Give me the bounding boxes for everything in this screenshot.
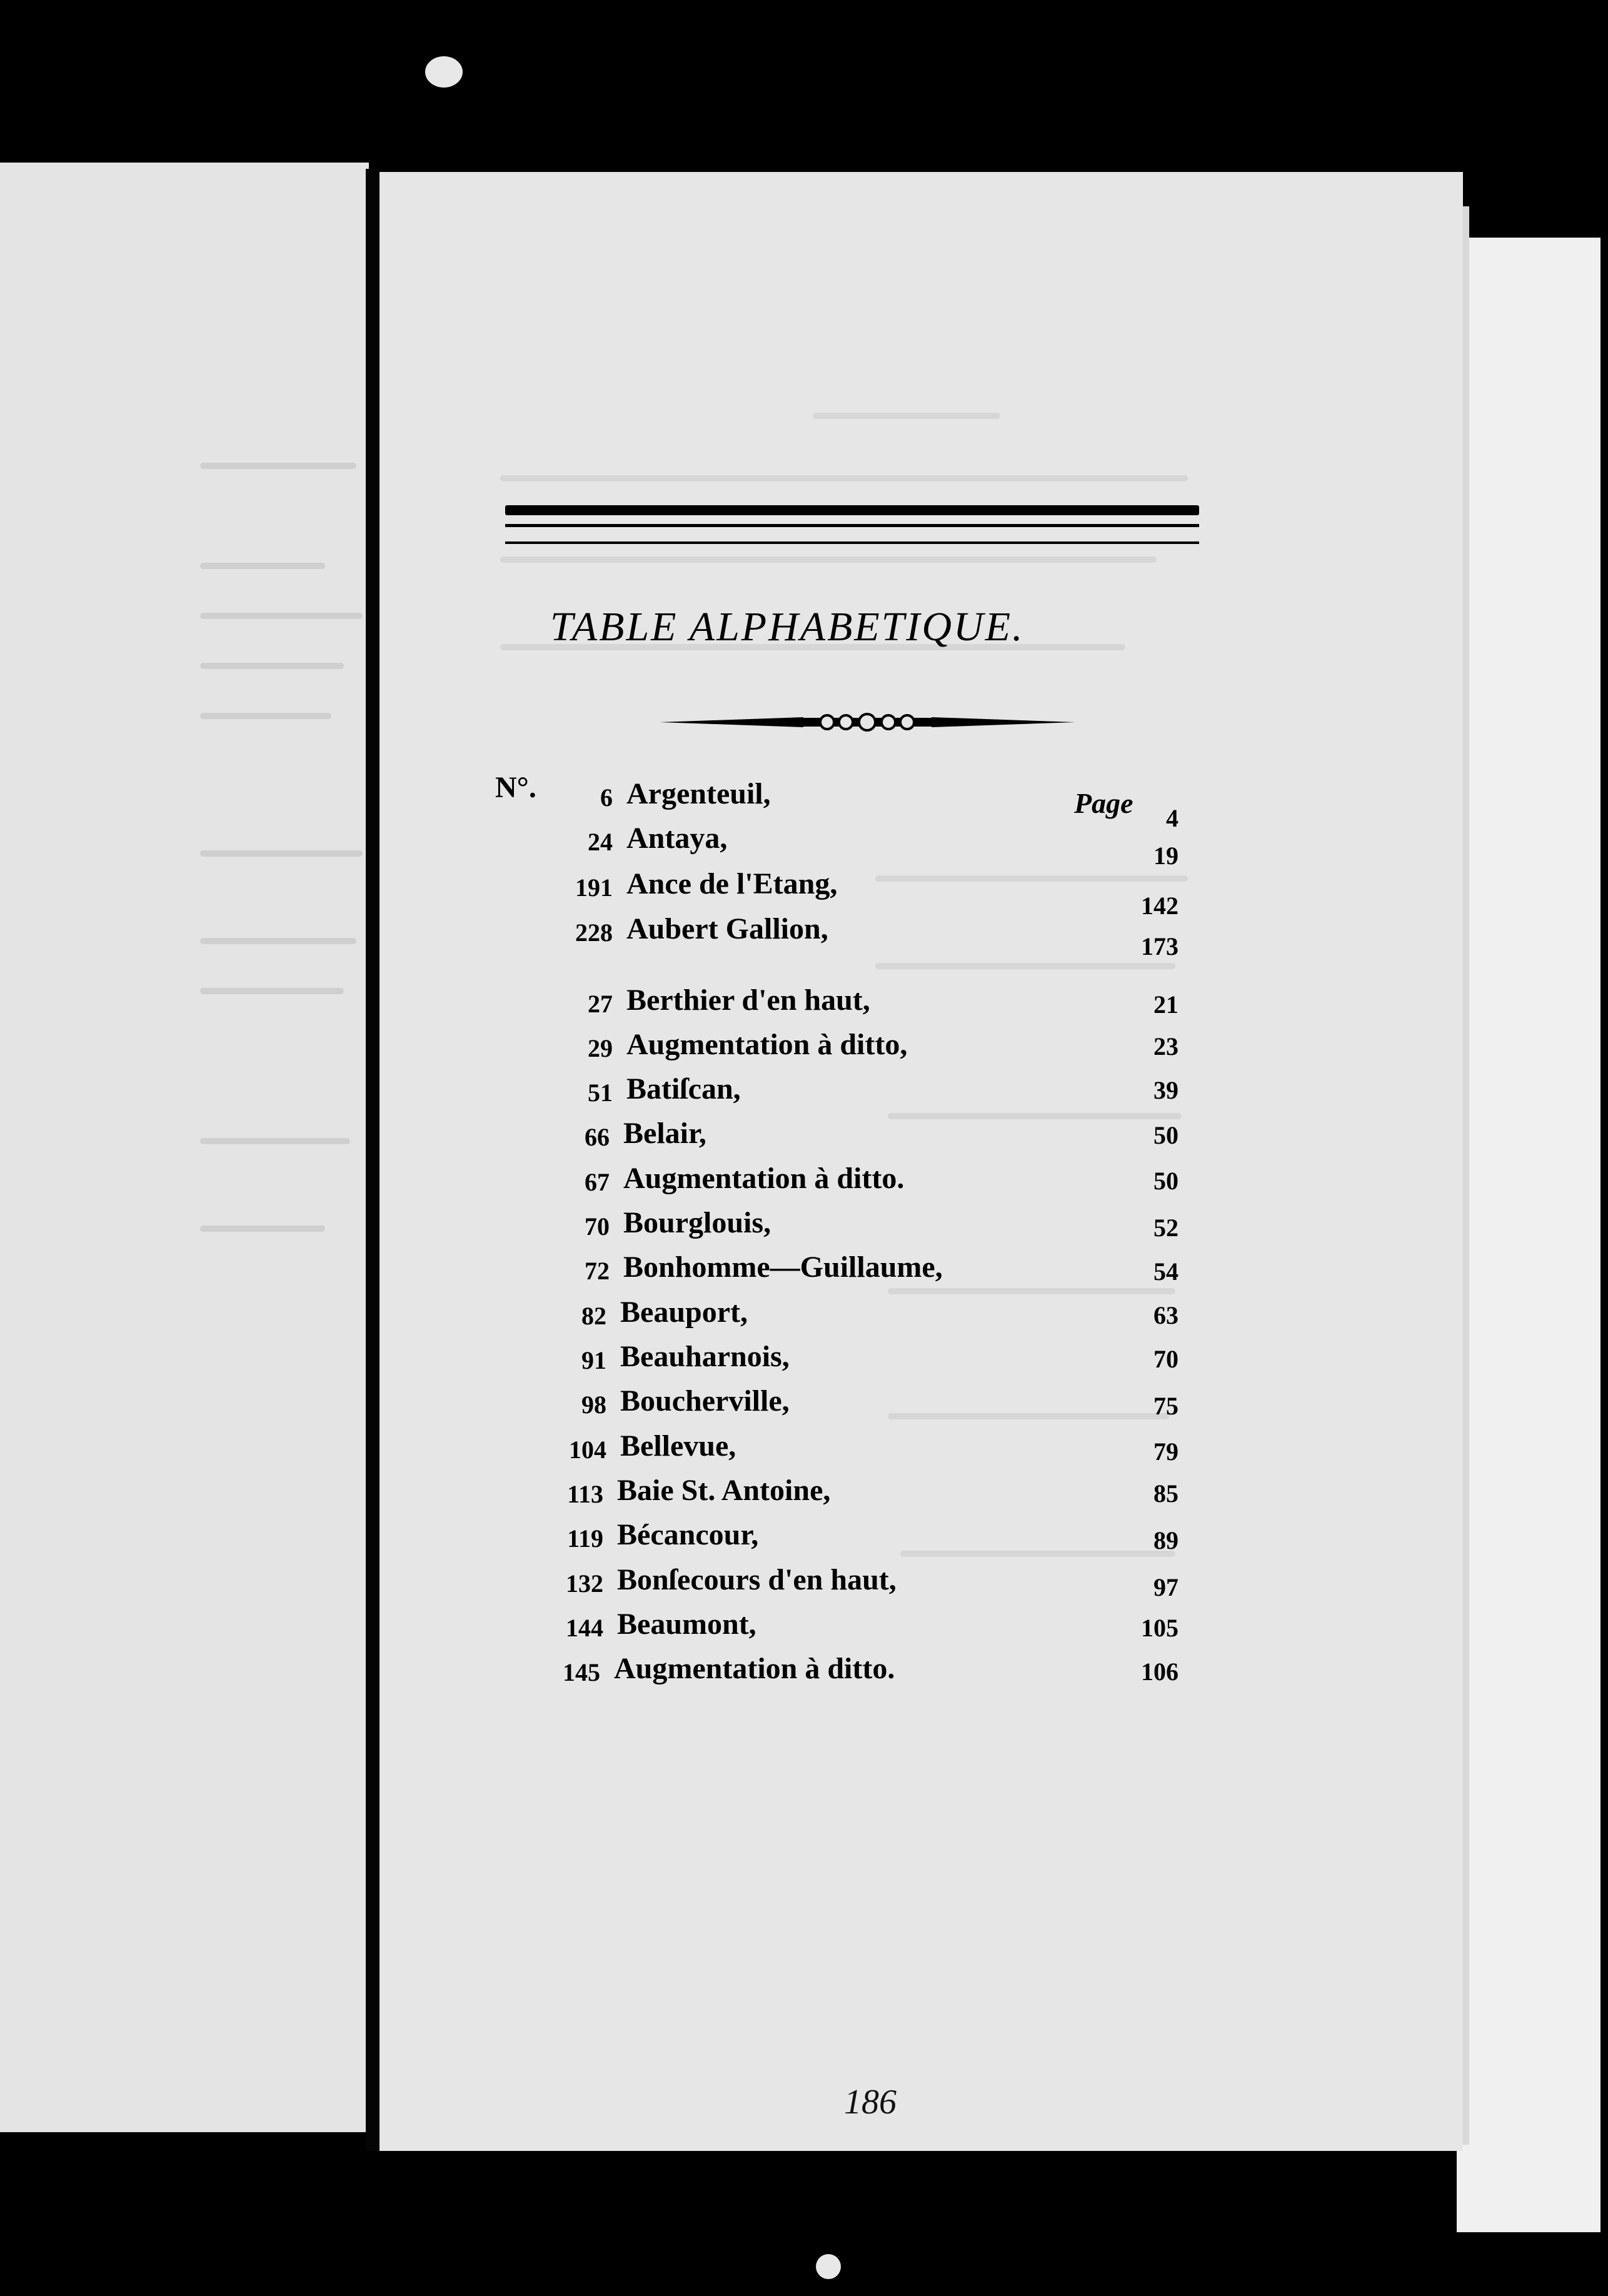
list-item [0,1161,905,1205]
outer-sheet [1457,238,1600,2232]
bleed-through-line [888,1113,1182,1119]
entry-number: 144 [566,1614,603,1642]
entry-name: Ance de l'Etang, [626,867,838,900]
entry-name: Bécancour, [617,1518,759,1551]
entry-page-number: 50 [1153,1167,1178,1195]
entry-page-number: 97 [1153,1573,1178,1601]
entry-page-number: 23 [1153,1032,1178,1060]
entry-number: 119 [567,1524,603,1553]
entry-page-number: 21 [1153,990,1178,1019]
entry-number: 228 [575,919,613,947]
entry-page-number: 54 [1153,1257,1178,1286]
list-item [0,1295,748,1339]
list-item [0,1607,756,1651]
entry-page-number: 85 [1153,1479,1178,1508]
list-item [0,983,870,1027]
page-title: TABLE ALPHABETIQUE. [550,604,1025,650]
entry-page-number: 19 [1153,842,1178,870]
list-item [0,1250,943,1294]
bleed-through-line [875,963,1175,969]
entry-name: Argenteuil, [626,777,771,810]
list-item [0,1384,790,1427]
entry-name: Bonhomme—Guillaume, [623,1251,943,1284]
bleed-through-line [500,475,1188,481]
folio-number: 186 [844,2083,897,2122]
entry-page-number: 52 [1153,1214,1178,1242]
entry-number: 27 [588,990,613,1018]
entry-page-number: 39 [1153,1076,1178,1104]
entry-number: 72 [585,1257,610,1285]
scan-speck [425,56,463,88]
entry-name: Augmentation à ditto. [614,1652,895,1685]
ornament-divider [660,710,1075,735]
entry-number: 70 [585,1212,610,1241]
entry-name: Aubert Gallion, [626,912,828,945]
entry-page-number: 79 [1153,1438,1178,1466]
entry-number: 91 [581,1346,606,1374]
entry-number: 191 [575,874,613,902]
list-item [0,777,771,820]
scan-speck [816,2254,841,2279]
list-item [0,1339,790,1383]
entry-name: Antaya, [626,822,728,855]
list-item [0,1206,771,1249]
entry-name: Bourglouis, [623,1206,771,1239]
list-item [0,1116,706,1160]
entry-name: Beauharnois, [620,1340,790,1373]
number-column-label: N°. [495,771,536,804]
bleed-through-line [888,1288,1175,1294]
entry-name: Batiſcan, [626,1072,741,1105]
entry-number: 104 [569,1436,606,1464]
entry-number: 29 [588,1034,613,1062]
entry-number: 66 [585,1123,610,1151]
entry-number: 113 [567,1480,603,1508]
page-column-label: Page [1074,787,1133,819]
entry-name: Beaumont, [617,1608,756,1641]
entry-name: Baie St. Antoine, [617,1474,831,1507]
list-item [0,1651,895,1695]
list-item [0,1473,831,1517]
bleed-through-line [813,413,1000,419]
entry-page-number: 142 [1141,892,1178,920]
entry-page-number: 89 [1153,1526,1178,1554]
list-item [0,1027,908,1071]
entry-number: 132 [566,1569,603,1598]
entry-number: 82 [581,1302,606,1330]
entry-number: 51 [588,1079,613,1107]
list-item [0,1072,741,1115]
list-item [0,867,838,910]
header-rule-thick [505,505,1199,515]
entry-name: Boucherville, [620,1384,790,1417]
entry-number: 145 [563,1658,600,1686]
list-item [0,912,828,955]
entry-name: Berthier d'en haut, [626,984,870,1017]
list-item [0,1429,736,1473]
list-item [0,821,728,865]
entry-page-number: 105 [1141,1614,1178,1642]
entry-page-number: 70 [1153,1345,1178,1373]
list-item [0,1518,759,1561]
entry-page-number: 75 [1153,1392,1178,1420]
entry-number: 98 [581,1391,606,1419]
book-spine [366,169,379,2151]
entry-page-number: 4 [1166,804,1178,832]
entry-name: Bellevue, [620,1429,736,1463]
entry-name: Belair, [623,1117,706,1150]
entry-number: 6 [600,783,613,812]
header-rule-thin [505,541,1199,544]
list-item [0,1563,897,1606]
entry-number: 67 [585,1168,610,1196]
entry-page-number: 63 [1153,1301,1178,1329]
entry-name: Augmentation à ditto, [626,1028,908,1061]
entry-name: Beauport, [620,1296,748,1329]
entry-page-number: 173 [1141,932,1178,960]
entry-name: Augmentation à ditto. [623,1162,905,1195]
bleed-through-line [888,1413,1169,1419]
bleed-through-line [500,556,1157,563]
header-rule-thin [505,524,1199,527]
bleed-through-line [875,875,1188,882]
entry-page-number: 50 [1153,1121,1178,1149]
entry-page-number: 106 [1141,1658,1178,1686]
entry-number: 24 [588,828,613,856]
entry-name: Bonſecours d'en haut, [617,1563,897,1596]
